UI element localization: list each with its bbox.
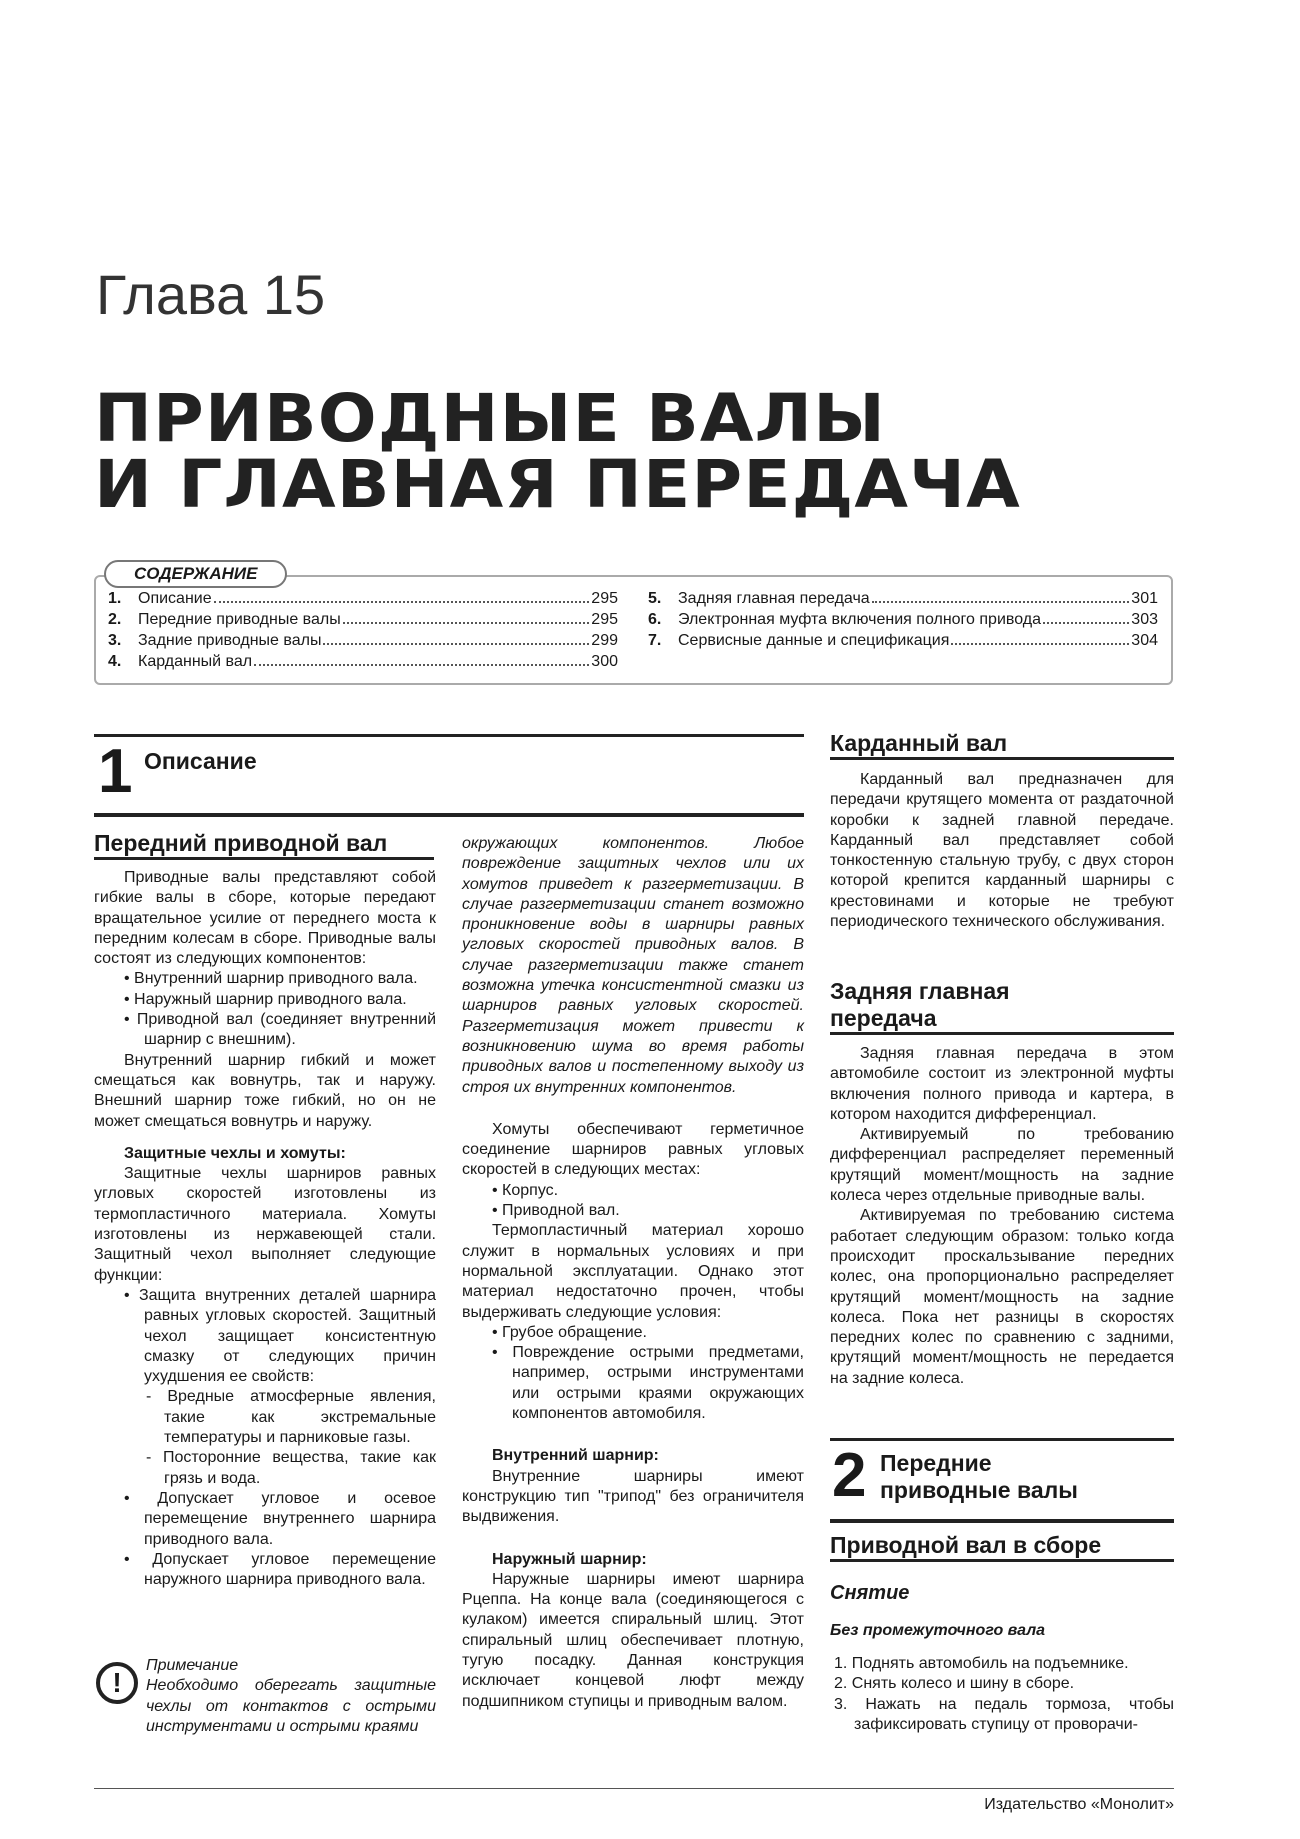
dash-item: - Посторонние вещества, такие как грязь и вода. bbox=[146, 1449, 436, 1487]
paragraph: Активируемый по требованию дифференциал распределяет переменный крутящий момент/мощность на задние колеса через отдельные приводные валы. bbox=[830, 1126, 1174, 1205]
toc-text: Передние приводные валы bbox=[138, 611, 341, 628]
section2-title-line2: приводные валы bbox=[880, 1477, 1078, 1503]
section2-number: 2 bbox=[832, 1441, 867, 1510]
no-intermediate-heading: Без промежуточного вала bbox=[830, 1622, 1046, 1639]
paragraph: Термопластичный материал хорошо служит в нормальных условиях и при нормальной эксплуатации. Однако этот материал недостаточно прочен, чтобы выдерживать следующие условия: bbox=[462, 1222, 804, 1321]
bullet: • Корпус. bbox=[492, 1181, 559, 1199]
bullet: • Приводной вал (соединяет внутренний шарнир с внешним). bbox=[124, 1011, 436, 1049]
chapter-title bbox=[94, 380, 1021, 523]
warning-icon: ! bbox=[96, 1662, 138, 1704]
removal-steps bbox=[830, 1654, 1174, 1735]
toc-page: 299 bbox=[591, 632, 618, 649]
section1-number: 1 bbox=[98, 737, 133, 806]
toc-dots bbox=[323, 632, 589, 645]
toc-item[interactable] bbox=[108, 611, 618, 629]
toc-num: 2. bbox=[108, 611, 122, 628]
toc-dots bbox=[254, 653, 589, 666]
toc-dots bbox=[214, 590, 590, 603]
toc-item[interactable] bbox=[108, 653, 618, 671]
boots-heading: Защитные чехлы и хомуты: bbox=[124, 1144, 346, 1162]
shaft-assembly-heading: Приводной вал в сборе bbox=[830, 1532, 1174, 1562]
step: 2. Снять колесо и шину в сборе. bbox=[834, 1675, 1075, 1693]
toc-dots bbox=[872, 590, 1130, 603]
rear-diff-heading-line2: передача bbox=[830, 1005, 937, 1031]
paragraph: Наружные шарниры имеют шарнира Рцеппа. На конце вала (соединяющегося с кулаком) имеется спиральный шлиц. Этот спиральный шлиц обеспечивает плотную, тугую посадку. Данная конструкция исключает концевой люфт между подшипником ступицы и приводным валом. bbox=[462, 1570, 804, 1710]
bullet: • Грубое обращение. bbox=[492, 1323, 647, 1341]
toc-num: 6. bbox=[648, 611, 662, 628]
bullet: • Допускает угловое перемещение наружного шарнира приводного вала. bbox=[124, 1550, 436, 1589]
toc-dots bbox=[343, 611, 590, 624]
paragraph: Приводные валы представляют собой гибкие валы в сборе, которые передают вращательное усилие от переднего моста к передним колесам в сборе. Приводные валы состоят из следующих компонентов: bbox=[94, 869, 436, 968]
bullet: • Защита внутренних деталей шарнира равных угловых скоростей. Защитный чехол защищает консистентную смазку от следующих причин ухудшения ее свойств: bbox=[124, 1286, 436, 1386]
toc-page: 301 bbox=[1131, 590, 1158, 607]
note-text: Необходимо оберегать защитные чехлы от контактов с острыми инструментами и острыми краями bbox=[146, 1677, 436, 1735]
bullet: • Внутренний шарнир приводного вала. bbox=[124, 970, 418, 988]
bullet: • Повреждение острыми предметами, например, острыми инструментами или острыми краями окружающих компонентов автомобиля. bbox=[492, 1344, 804, 1423]
removal-heading: Снятие bbox=[830, 1582, 910, 1604]
toc-item[interactable] bbox=[648, 590, 1158, 608]
toc-page: 295 bbox=[591, 590, 618, 607]
toc-num: 5. bbox=[648, 590, 662, 607]
dash-item: - Вредные атмосферные явления, такие как экстремальные температуры и парниковые газы. bbox=[146, 1388, 436, 1447]
note-continued: окружающих компонентов. Любое повреждение защитных чехлов или их хомутов приведет к разгерметизации. В случае разгерметизации станет возможно проникновение воды в шарниры равных угловых скоростей приводных валов. В случае разгерметизации также станет возможна утечка консистентной смазки из шарниров равных угловых скоростей. Разгерметизация может привести к возникновению шума во время работы приводных валов и постепенному выходу из строя их внутренних компонентов. bbox=[462, 835, 804, 1096]
toc-dots bbox=[951, 632, 1129, 645]
column-1 bbox=[94, 868, 436, 1590]
section2-title-line1: Передние bbox=[880, 1450, 992, 1476]
toc-page: 303 bbox=[1131, 611, 1158, 628]
section1-title: Описание bbox=[144, 748, 257, 774]
toc-text: Задняя главная передача bbox=[678, 590, 870, 607]
section2-title bbox=[880, 1450, 1078, 1504]
toc-page: 300 bbox=[591, 653, 618, 670]
toc-text: Сервисные данные и спецификация bbox=[678, 632, 950, 649]
cardan-heading: Карданный вал bbox=[830, 730, 1174, 760]
publisher-footer: Издательство «Монолит» bbox=[984, 1796, 1174, 1813]
paragraph: Защитные чехлы шарниров равных угловых скоростей изготовлены из термопластичного материала. Хомуты изготовлены из нержавеющей стали. Защитный чехол выполняет следующие функции: bbox=[94, 1165, 436, 1284]
toc-num: 7. bbox=[648, 632, 662, 649]
inner-joint-heading: Внутренний шарнир: bbox=[492, 1447, 659, 1465]
toc-dots bbox=[1043, 611, 1129, 624]
column-2 bbox=[462, 834, 804, 1712]
bullet: • Допускает угловое и осевое перемещение внутреннего шарнира приводного вала. bbox=[124, 1489, 436, 1548]
chapter-label: Глава 15 bbox=[96, 263, 326, 326]
front-shaft-heading: Передний приводной вал bbox=[94, 830, 434, 860]
toc-text: Задние приводные валы bbox=[138, 632, 322, 649]
step: 3. Нажать на педаль тормоза, чтобы зафиксировать ступицу от проворачи- bbox=[834, 1695, 1174, 1733]
step: 1. Поднять автомобиль на подъемнике. bbox=[834, 1655, 1129, 1672]
outer-joint-heading: Наружный шарнир: bbox=[492, 1550, 647, 1568]
paragraph: Внутренний шарнир гибкий и может смещаться как вовнутрь, так и наружу. Внешний шарнир тоже гибкий, но он не может смещаться вовнутрь и наружу. bbox=[94, 1051, 436, 1130]
rear-diff-heading bbox=[830, 978, 1174, 1035]
toc-page: 304 bbox=[1131, 632, 1158, 649]
rear-diff-text-block bbox=[830, 1044, 1174, 1389]
footer-rule bbox=[94, 1788, 1174, 1789]
paragraph: Карданный вал предназначен для передачи крутящего момента от раздаточной коробки к задней главной передаче. Карданный вал представляет собой тонкостенную стальную трубу, с двух сторон которой крепится карданный шарниры с крестовинами и которые не требуют периодического технического обслуживания. bbox=[830, 771, 1174, 931]
toc-page: 295 bbox=[591, 611, 618, 628]
paragraph: Активируемая по требованию система работает следующим образом: только когда происходит проскальзывание передних колес, она пропорционально распределяет крутящий момент/мощность на задние колеса. Пока нет разницы в скоростях передних колес по сравнению с задними, крутящий момент/мощность не передается на задние колеса. bbox=[830, 1207, 1174, 1387]
bullet: • Наружный шарнир приводного вала. bbox=[124, 990, 407, 1008]
paragraph: Хомуты обеспечивают герметичное соединение шарниров равных угловых скоростей в следующих местах: bbox=[462, 1120, 804, 1179]
toc-text: Описание bbox=[138, 590, 212, 607]
toc-item[interactable] bbox=[108, 590, 618, 608]
toc-item[interactable] bbox=[648, 632, 1158, 650]
note-title: Примечание bbox=[146, 1657, 239, 1674]
toc-heading: СОДЕРЖАНИЕ bbox=[104, 560, 287, 588]
toc-text: Карданный вал bbox=[138, 653, 253, 670]
toc-num: 3. bbox=[108, 632, 122, 649]
toc-item[interactable] bbox=[108, 632, 618, 650]
note-block bbox=[146, 1656, 436, 1737]
paragraph: Задняя главная передача в этом автомобиле состоит из электронной муфты включения полного привода и картера, в котором находится дифференциал. bbox=[830, 1045, 1174, 1123]
bullet: • Приводной вал. bbox=[492, 1202, 620, 1220]
paragraph: Внутренние шарниры имеют конструкцию тип "трипод" без ограничителя выдвижения. bbox=[462, 1467, 804, 1526]
toc-num: 1. bbox=[108, 590, 122, 607]
toc-text: Электронная муфта включения полного привода bbox=[678, 611, 1041, 628]
chapter-title-line2: И ГЛАВНАЯ ПЕРЕДАЧА bbox=[94, 446, 1021, 523]
chapter-title-line1: ПРИВОДНЫЕ ВАЛЫ bbox=[94, 380, 887, 457]
toc-num: 4. bbox=[108, 653, 122, 670]
section1-bar bbox=[94, 734, 804, 817]
rear-diff-heading-line1: Задняя главная bbox=[830, 978, 1010, 1004]
cardan-text-block bbox=[830, 770, 1174, 932]
toc-item[interactable] bbox=[648, 611, 1158, 629]
